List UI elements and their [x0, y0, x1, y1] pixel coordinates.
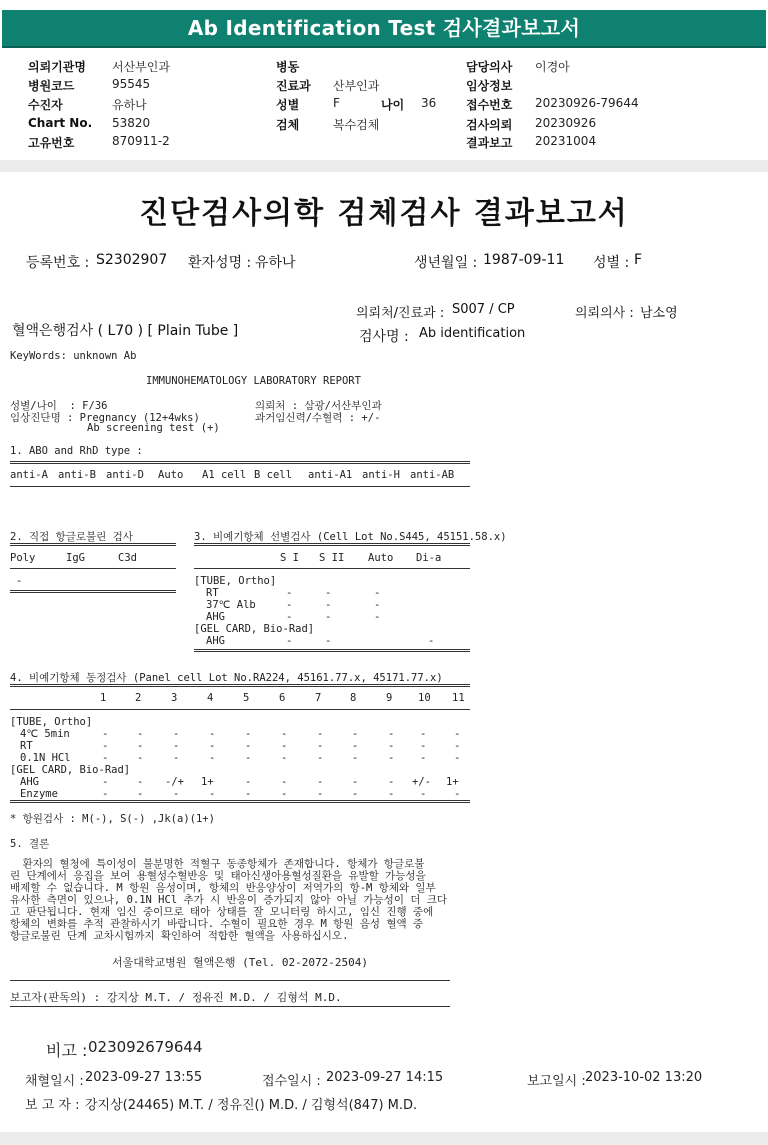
panel-cell: - — [281, 776, 288, 788]
label-department: 진료과 — [276, 79, 311, 93]
panel-cell: - — [137, 776, 144, 788]
lab-title: IMMUNOHEMATOLOGY LABORATORY REPORT — [146, 375, 361, 387]
rule — [10, 543, 176, 546]
screen-column-header: S II — [319, 552, 345, 564]
abo-column-header: anti-H — [362, 469, 400, 481]
panel-cell: - — [317, 752, 324, 764]
test-title: 혈액은행검사 ( L70 ) [ Plain Tube ] — [12, 323, 239, 339]
panel-cell: - — [281, 752, 288, 764]
panel-cell: 1+ — [446, 776, 459, 788]
panel-column-header: 7 — [315, 692, 322, 704]
screen-row-label: [TUBE, Ortho] — [194, 575, 277, 587]
panel-cell: - — [137, 728, 144, 740]
dat-value: - — [16, 575, 23, 587]
panel-cell: - — [102, 728, 109, 740]
panel-column-header: 6 — [279, 692, 286, 704]
report-time-value: 2023-10-02 13:20 — [585, 1070, 703, 1085]
sex-value: F — [634, 252, 643, 268]
panel-cell: - — [245, 788, 252, 800]
value-sex: F — [333, 96, 340, 110]
screen-row-label: RT — [206, 587, 219, 599]
value-physician: 이경아 — [535, 60, 570, 74]
panel-row-label: Enzyme — [20, 788, 58, 800]
value-specimen: 복수검체 — [333, 118, 380, 132]
panel-cell: - — [209, 752, 216, 764]
label-clinical-info: 임상정보 — [466, 79, 513, 93]
hospital-line: 서울대학교병원 혈액은행 (Tel. 02-2072-2504) — [112, 956, 368, 969]
section-divider — [0, 160, 768, 172]
panel-cell: - — [317, 740, 324, 752]
section2-title: 2. 직접 항글로불린 검사 — [10, 531, 133, 543]
panel-cell: - — [420, 752, 427, 764]
diagnosis-line: 임상진단명 : Pregnancy (12+4wks) — [10, 412, 200, 424]
screen-column-header: S I — [280, 552, 299, 564]
rule — [194, 649, 470, 652]
label-ward: 병동 — [276, 60, 300, 74]
panel-cell: - — [245, 728, 252, 740]
panel-cell: - — [454, 740, 461, 752]
value-chart-no: 53820 — [112, 116, 151, 130]
rule — [10, 800, 470, 803]
value-age: 36 — [421, 96, 437, 110]
panel-cell: - — [173, 788, 180, 800]
screen-cell: - — [286, 587, 293, 599]
panel-cell: - — [388, 740, 395, 752]
history-line: 과거임신력/수혈력 : +/- — [255, 412, 381, 424]
dob-value: 1987-09-11 — [483, 252, 565, 268]
value-report-date: 20231004 — [535, 134, 597, 148]
rule — [10, 980, 450, 981]
panel-column-header: 8 — [350, 692, 357, 704]
panel-cell: - — [245, 752, 252, 764]
panel-cell: - — [102, 776, 109, 788]
label-report-date: 결과보고 — [466, 136, 513, 150]
section4-title: 4. 비예기항체 동정검사 (Panel cell Lot No.RA224, 45161.77.x, 45171.77.x) — [10, 672, 443, 684]
panel-row-label: [GEL CARD, Bio-Rad] — [10, 764, 131, 776]
label-sex: 성별 — [276, 98, 300, 112]
banner-title: Ab Identification Test 검사결과보고서 — [2, 10, 766, 48]
rule — [194, 568, 470, 569]
screen-cell: - — [374, 611, 381, 623]
rule — [10, 590, 176, 593]
sex-label: 성별 : — [593, 255, 630, 271]
value-patient: 유하나 — [112, 98, 147, 112]
value-hospital-code: 95545 — [112, 77, 151, 91]
patient-name-label: 환자성명 : — [188, 255, 252, 271]
section3-title: 3. 비예기항체 선별검사 (Cell Lot No.S445, 45151.58.x) — [194, 531, 507, 543]
report-time-label: 보고일시 : — [527, 1074, 586, 1089]
panel-cell: - — [420, 740, 427, 752]
rule — [10, 568, 176, 569]
abo-column-header: anti-A1 — [308, 469, 353, 481]
panel-cell: - — [352, 752, 359, 764]
label-receipt-no: 접수번호 — [466, 98, 513, 112]
rule — [10, 486, 470, 487]
panel-cell: - — [281, 728, 288, 740]
abo-column-header: B cell — [254, 469, 292, 481]
panel-column-header: 3 — [171, 692, 178, 704]
panel-cell: - — [245, 740, 252, 752]
panel-row-label: [TUBE, Ortho] — [10, 716, 93, 728]
panel-cell: - — [420, 728, 427, 740]
panel-row-label: 0.1N HCl — [20, 752, 71, 764]
collect-label: 채혈일시 : — [25, 1074, 84, 1089]
panel-cell: - — [454, 752, 461, 764]
conclusion-line: 린 단계에서 응집을 보여 용혈성수혈반응 및 태아신생아용혈성질환을 유발할 가능성을 — [10, 870, 426, 882]
panel-cell: - — [173, 728, 180, 740]
panel-cell: - — [137, 788, 144, 800]
panel-cell: - — [281, 788, 288, 800]
doctor-value: 남소영 — [640, 306, 678, 321]
label-hospital-code: 병원코드 — [28, 79, 75, 93]
panel-column-header: 11 — [452, 692, 465, 704]
panel-cell: - — [420, 788, 427, 800]
abo-column-header: A1 cell — [202, 469, 247, 481]
dept-label: 의뢰처/진료과 : — [356, 306, 445, 321]
panel-row-label: AHG — [20, 776, 39, 788]
abo-column-header: anti-B — [58, 469, 96, 481]
report-title: 진단검사의학 검체검사 결과보고서 — [139, 196, 629, 231]
doctor-label: 의뢰의사 : — [575, 306, 634, 321]
dat-column-header: IgG — [66, 552, 85, 564]
label-institution: 의뢰기관명 — [28, 60, 86, 74]
panel-cell: - — [454, 788, 461, 800]
dat-column-header: Poly — [10, 552, 36, 564]
screen-cell: - — [428, 635, 435, 647]
conclusion-line: 유사한 측면이 있으나, 0.1N HCl 추가 시 반응이 증가되지 않아 아닐 가능성이 더 크다 — [10, 894, 448, 906]
bottom-strip — [0, 1132, 768, 1145]
section1-title: 1. ABO and RhD type : — [10, 445, 143, 457]
section5-title: 5. 결론 — [10, 838, 50, 850]
panel-column-header: 5 — [243, 692, 250, 704]
scanned-report — [0, 172, 768, 1130]
label-patient: 수진자 — [28, 98, 63, 112]
panel-cell: - — [352, 740, 359, 752]
screen-cell: - — [286, 635, 293, 647]
value-department: 산부인과 — [333, 79, 380, 93]
screen-cell: - — [286, 611, 293, 623]
panel-cell: - — [209, 740, 216, 752]
panel-row-label: 4℃ 5min — [20, 728, 70, 740]
panel-cell: - — [388, 776, 395, 788]
reporter-label: 보 고 자 : — [25, 1098, 80, 1113]
panel-cell: - — [388, 728, 395, 740]
screen-row-label: AHG — [206, 635, 225, 647]
screen-cell: - — [325, 599, 332, 611]
label-specimen: 검체 — [276, 118, 300, 132]
conclusion-line: 항체의 변화를 추적 관찰하시기 바랍니다. 수혈이 필요한 경우 M 항원 음성 혈액 중 — [10, 918, 424, 930]
panel-cell: -/+ — [165, 776, 184, 788]
screen-row-label: [GEL CARD, Bio-Rad] — [194, 623, 315, 635]
reg-no-value: S2302907 — [96, 252, 168, 268]
panel-column-header: 9 — [386, 692, 393, 704]
conclusion-line: 환자의 혈청에 특이성이 불분명한 적혈구 동종항체가 존재합니다. 항체가 항글로불 — [10, 858, 425, 870]
screen-cell: - — [325, 635, 332, 647]
abo-column-header: anti-A — [10, 469, 48, 481]
value-institution: 서산부인과 — [112, 60, 170, 74]
label-chart-no: Chart No. — [28, 116, 93, 130]
note-label: 비고 : — [46, 1041, 88, 1060]
conclusion-line: 배제할 수 없습니다. M 항원 음성이며, 항체의 반응양상이 저역가의 항-M 항체와 일부 — [10, 882, 436, 894]
test-name-value: Ab identification — [419, 326, 526, 341]
value-request-date: 20230926 — [535, 116, 597, 130]
patient-name-value: 유하나 — [255, 255, 296, 271]
rule — [194, 543, 470, 546]
dept-value: S007 / CP — [452, 302, 515, 317]
panel-cell: - — [102, 740, 109, 752]
receive-value: 2023-09-27 14:15 — [326, 1070, 444, 1085]
label-request-date: 검사의뢰 — [466, 118, 513, 132]
dob-label: 생년월일 : — [414, 255, 478, 271]
panel-cell: - — [209, 788, 216, 800]
panel-column-header: 10 — [418, 692, 431, 704]
reporter-line: 보고자(판독의) : 강지상 M.T. / 정유진 M.D. / 김형석 M.D. — [10, 991, 342, 1004]
panel-cell: - — [281, 740, 288, 752]
panel-cell: - — [388, 788, 395, 800]
panel-cell: - — [245, 776, 252, 788]
panel-cell: - — [352, 788, 359, 800]
note-value: 023092679644 — [88, 1038, 203, 1056]
label-unique-no: 고유번호 — [28, 136, 75, 150]
panel-cell: - — [173, 740, 180, 752]
patient-header — [0, 52, 768, 152]
panel-cell: - — [317, 788, 324, 800]
reg-no-label: 등록번호 : — [26, 255, 90, 271]
conclusion-line: 항글로불린 단계 교차시험까지 확인하여 적합한 혈액을 사용하십시오. — [10, 930, 349, 942]
collect-value: 2023-09-27 13:55 — [85, 1070, 203, 1085]
screen-row-label: AHG — [206, 611, 225, 623]
rule — [10, 709, 470, 710]
screen-row-label: 37℃ Alb — [206, 599, 256, 611]
panel-cell: - — [317, 776, 324, 788]
rule — [10, 684, 470, 687]
dat-column-header: C3d — [118, 552, 137, 564]
reporter-value: 강지상(24465) M.T. / 정유진() M.D. / 김형석(847) M.D. — [85, 1098, 418, 1113]
panel-column-header: 4 — [207, 692, 214, 704]
keywords: KeyWords: unknown Ab — [10, 350, 137, 362]
panel-cell: - — [102, 752, 109, 764]
antigen-line: * 항원검사 : M(-), S(-) ,Jk(a)(1+) — [10, 813, 215, 825]
panel-cell: - — [388, 752, 395, 764]
sex-age-line: 성별/나이 : F/36 — [10, 400, 108, 412]
panel-cell: - — [137, 752, 144, 764]
panel-cell: 1+ — [201, 776, 214, 788]
screen-cell: - — [325, 587, 332, 599]
receive-label: 접수일시 : — [262, 1074, 321, 1089]
rule — [10, 1006, 450, 1007]
panel-cell: +/- — [412, 776, 431, 788]
panel-cell: - — [352, 776, 359, 788]
screening-line: Ab screening test (+) — [87, 422, 220, 434]
label-age: 나이 — [381, 98, 405, 112]
panel-cell: - — [352, 728, 359, 740]
value-unique-no: 870911-2 — [112, 134, 170, 148]
rule — [10, 461, 470, 464]
abo-column-header: Auto — [158, 469, 184, 481]
panel-cell: - — [454, 728, 461, 740]
panel-cell: - — [317, 728, 324, 740]
screen-cell: - — [325, 611, 332, 623]
abo-column-header: anti-D — [106, 469, 144, 481]
test-name-label: 검사명 : — [359, 329, 409, 345]
value-receipt-no: 20230926-79644 — [535, 96, 639, 110]
panel-row-label: RT — [20, 740, 33, 752]
panel-cell: - — [209, 728, 216, 740]
panel-cell: - — [102, 788, 109, 800]
screen-cell: - — [374, 587, 381, 599]
screen-cell: - — [374, 599, 381, 611]
client-line: 의뢰처 : 삼광/서산부인과 — [255, 400, 382, 412]
abo-column-header: anti-AB — [410, 469, 455, 481]
panel-column-header: 2 — [135, 692, 142, 704]
screen-cell: - — [286, 599, 293, 611]
panel-column-header: 1 — [100, 692, 107, 704]
screen-column-header: Auto — [368, 552, 394, 564]
label-physician: 담당의사 — [466, 60, 513, 74]
panel-cell: - — [137, 740, 144, 752]
panel-cell: - — [173, 752, 180, 764]
screen-column-header: Di-a — [416, 552, 442, 564]
conclusion-line: 고 판단됩니다. 현재 임신 중이므로 태아 상태를 잘 모니터링 하시고, 임신 진행 중에 — [10, 906, 434, 918]
